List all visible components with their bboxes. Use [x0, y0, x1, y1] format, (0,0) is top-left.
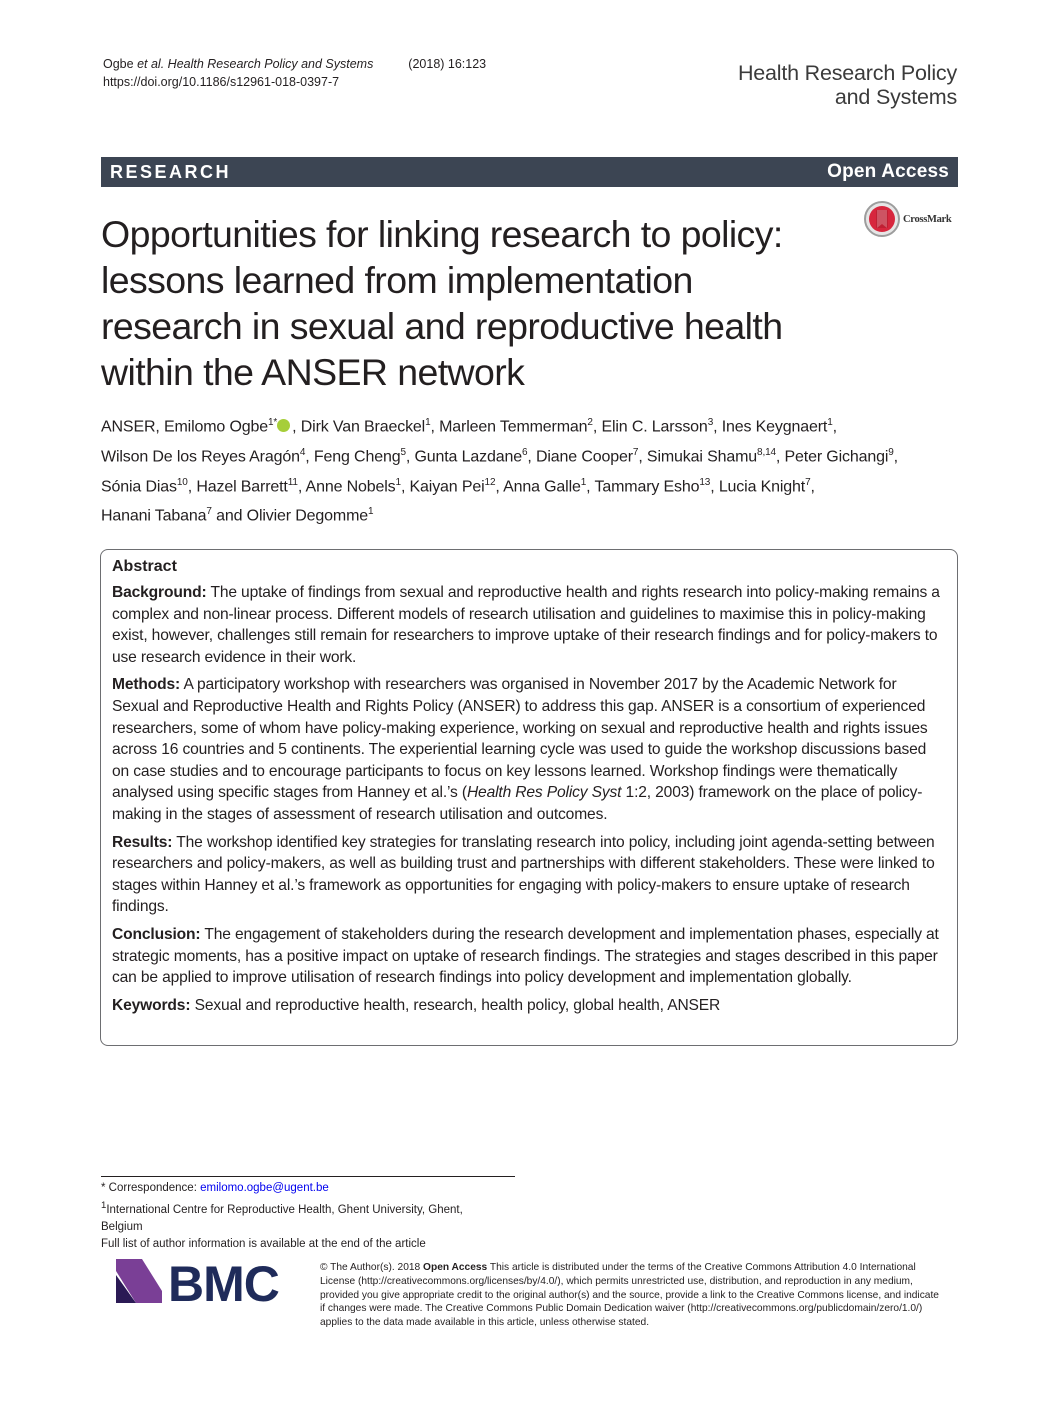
author-name: Ines Keygnaert — [721, 418, 828, 436]
author-name: Marleen Temmerman — [439, 418, 588, 436]
author-affiliation: 13 — [699, 476, 711, 488]
article-title — [101, 211, 861, 395]
affiliation-text: International Centre for Reproductive Health, Ghent University, Ghent, — [106, 1203, 463, 1216]
methods-citation: Health Res Policy Syst — [466, 784, 622, 802]
author-name: Hazel Barrett — [196, 477, 288, 495]
copyright: © The Author(s). 2018 — [320, 1262, 421, 1273]
author-affiliation: 1 — [368, 506, 374, 518]
author-name: Anne Nobels — [305, 477, 396, 495]
methods-text: A participatory workshop with researchers was organised in November 2017 by the Academic Network for Sexual and Reproductive Health and Rights Policy (ANSER) to address this gap. ANSER is a consortium of experienced researchers, some of whom have policy-making experience, working on sexual and reproductive health and rights issues across 16 countries and 5 continents. The experiential learning cycle was used to guide the workshop discussions based on case studies and to encourage participants to focus on key lessons learned. Workshop findings were thematically analysed using specific stages from Hanney et al.’s ( — [112, 676, 928, 802]
crossmark-label: CrossMark — [903, 213, 952, 225]
author-affiliation: 2 — [587, 417, 593, 428]
author-name: Peter Gichangi — [784, 448, 889, 466]
crossmark-badge[interactable] — [863, 200, 951, 238]
doi-link[interactable]: https://doi.org/10.1186/s12961-018-0397-7 — [103, 75, 340, 89]
author-name: Olivier Degomme — [246, 507, 369, 525]
author-affiliation: 9 — [888, 446, 894, 458]
author-affiliation: 1 — [827, 417, 833, 428]
title-line: Opportunities for linking research to policy: — [101, 213, 783, 255]
abstract-heading: Abstract — [112, 558, 177, 575]
author-name: Kaiyan Pei — [409, 477, 485, 495]
author-name: Emilomo Ogbe — [163, 418, 269, 436]
author-affiliation: 8,14 — [757, 446, 776, 458]
author-info-note: Full list of author information is available at the end of the article — [101, 1237, 426, 1250]
article-type-banner — [101, 157, 958, 187]
article-type-label: RESEARCH — [110, 161, 232, 182]
license-text-end: ) applies to the data made available in this article, unless otherwise stated. — [320, 1303, 923, 1329]
license-link-cc-by[interactable]: http://creativecommons.org/licenses/by/4.0/ — [361, 1275, 558, 1287]
citation-etal: et al. — [137, 57, 165, 71]
author-name: Gunta Lazdane — [414, 448, 522, 466]
journal-name-line2: and Systems — [834, 85, 957, 109]
author-name: Sónia Dias — [101, 477, 177, 495]
bmc-logo-mark — [116, 1251, 306, 1311]
author-list: ANSER, Emilomo Ogbe$^{1*}$ , Dirk Van Braeckel$^1$, Marleen Temmerman$^2$, Elin C. Larsson$^3$, Ines Keygnaert$^1$, Wilson De los Reyes Aragón$^4$, Feng Cheng$^5$, Gunta Lazdane$^6$, Diane Cooper$^7$, Simukai Shamu$^{8,14}$, Peter Gichangi$^9$, Sónia Dias$^{10}$, Hazel Barrett$^{11}$, Anne Nobels$^1$, Kaiyan Pei$^{12}$, Anna Galle$^1$, Tammary Esho$^{13}$, Lucia Knight$^7$, Hanani Tabana$^7$ and Olivier Degomme$^1$ — [101, 417, 898, 525]
citation-year-volume: (2018) 16:123 — [408, 57, 487, 71]
author-affiliation: 7 — [632, 446, 639, 458]
author-affiliation: 11 — [287, 476, 298, 488]
author-name: ANSER — [101, 418, 156, 436]
open-access-label: Open Access — [827, 161, 949, 182]
footnotes — [101, 1180, 515, 1253]
results-label: Results: — [112, 833, 173, 851]
author-name: Wilson De los Reyes Aragón — [101, 448, 300, 466]
author-affiliation: 7 — [805, 476, 811, 488]
authors-conjunction: and — [216, 507, 243, 525]
author-affiliation: 5 — [400, 446, 406, 458]
footnote-divider — [101, 1176, 515, 1177]
author-affiliation: 10 — [176, 476, 188, 488]
background-label: Background: — [112, 584, 207, 601]
keywords-text: Sexual and reproductive health, research, health policy, global health, ANSER — [194, 996, 721, 1014]
author-name: Hanani Tabana — [101, 507, 207, 525]
author-name: Simukai Shamu — [646, 448, 758, 466]
affiliation-country: Belgium — [101, 1220, 143, 1233]
license-statement — [320, 1261, 940, 1330]
abstract-box — [100, 549, 958, 1046]
title-line: research in sexual and reproductive health — [101, 305, 783, 347]
author-name: Feng Cheng — [313, 448, 401, 466]
conclusion-label: Conclusion: — [112, 925, 201, 943]
open-access-tag: Open Access — [423, 1262, 488, 1273]
methods-label: Methods: — [112, 676, 181, 694]
journal-name-line1: Health Research Policy — [737, 61, 957, 85]
author-affiliation: 4 — [299, 446, 306, 458]
orcid-icon[interactable] — [277, 419, 290, 432]
author-name: Lucia Knight — [718, 477, 806, 495]
affiliation — [101, 1197, 515, 1219]
correspondence — [101, 1180, 515, 1197]
correspondence-email-link[interactable]: emilomo.ogbe@ugent.be — [200, 1182, 329, 1194]
author-affiliation: 7 — [206, 506, 212, 518]
abstract-conclusion — [112, 924, 947, 989]
results-text: The workshop identified key strategies for translating research into policy, including joint agenda-setting between researchers and policy-makers, as well as building trust and partnerships with different stakeholders. These were linked to stages within Hanney et al.’s framework as opportunities for engaging with policy-makers to ensure uptake of research findings. — [112, 833, 935, 916]
abstract-background — [112, 582, 947, 668]
title-line: lessons learned from implementation — [101, 259, 693, 301]
author-affiliation: 12 — [484, 476, 496, 488]
author-affiliation: 1 — [425, 417, 431, 428]
author-name: Dirk Van Braeckel — [300, 418, 426, 436]
abstract-methods — [112, 674, 947, 825]
conclusion-text: The engagement of stakeholders during the research development and implementation phases, especially at strategic moments, has a positive impact on uptake of research findings. The strategies and stages described in this paper can be applied to improve utilisation of research findings into policy development and implementation globally. — [112, 925, 939, 987]
bmc-logo-text: BMC — [168, 1256, 279, 1311]
author-name: Anna Galle — [503, 477, 581, 495]
author-affiliation: 1* — [268, 417, 278, 428]
citation-header — [103, 55, 486, 91]
license-link-cc0[interactable]: http://creativecommons.org/publicdomain/zero/1.0/ — [690, 1303, 919, 1315]
keywords-label: Keywords: — [112, 996, 191, 1014]
author-affiliation: 1 — [580, 476, 587, 488]
journal-name — [738, 61, 957, 109]
citation-journal: Health Research Policy and Systems — [167, 57, 374, 71]
author-affiliation: 1 — [395, 476, 401, 488]
citation-authors: Ogbe — [103, 57, 134, 71]
author-name: Tammary Esho — [594, 477, 700, 495]
crossmark-icon — [863, 200, 901, 238]
citation-line — [103, 55, 486, 73]
license-text-cont: ), which permits unrestricted use, distribution, and reproduction in any medium, provided you give appropriate credit to the original author(s) and the source, provide a link to the Creative Commons license, and indicate if changes were made. The Creative Commons Public Domain Dedication waiver ( — [320, 1275, 939, 1315]
background-text: The uptake of findings from sexual and reproductive health and rights research into policy-making remains a complex and non-linear process. Different models of research utilisation and guidelines to maximise this in policy-making exist, however, challenges still remain for researchers to improve uptake of their research findings and for policy-makers to use research evidence in their work. — [112, 584, 940, 666]
author-name: Elin C. Larsson — [601, 418, 708, 436]
correspondence-label: * Correspondence: — [101, 1182, 197, 1194]
abstract-keywords — [112, 995, 947, 1017]
methods-text-cont: 1:2, 2003) framework on the place of policy-making in the stages of assessment of research utilisation and outcomes. — [112, 784, 923, 823]
author-name: Diane Cooper — [535, 448, 633, 466]
license-text: This article is distributed under the terms of the Creative Commons Attribution 4.0 International License ( — [320, 1262, 916, 1287]
affiliation-number: 1 — [101, 1200, 107, 1211]
author-affiliation: 6 — [521, 446, 528, 458]
title-line: within the ANSER network — [101, 351, 525, 393]
bmc-logo — [116, 1251, 306, 1311]
author-affiliation: 3 — [707, 417, 714, 428]
abstract-results — [112, 832, 947, 918]
